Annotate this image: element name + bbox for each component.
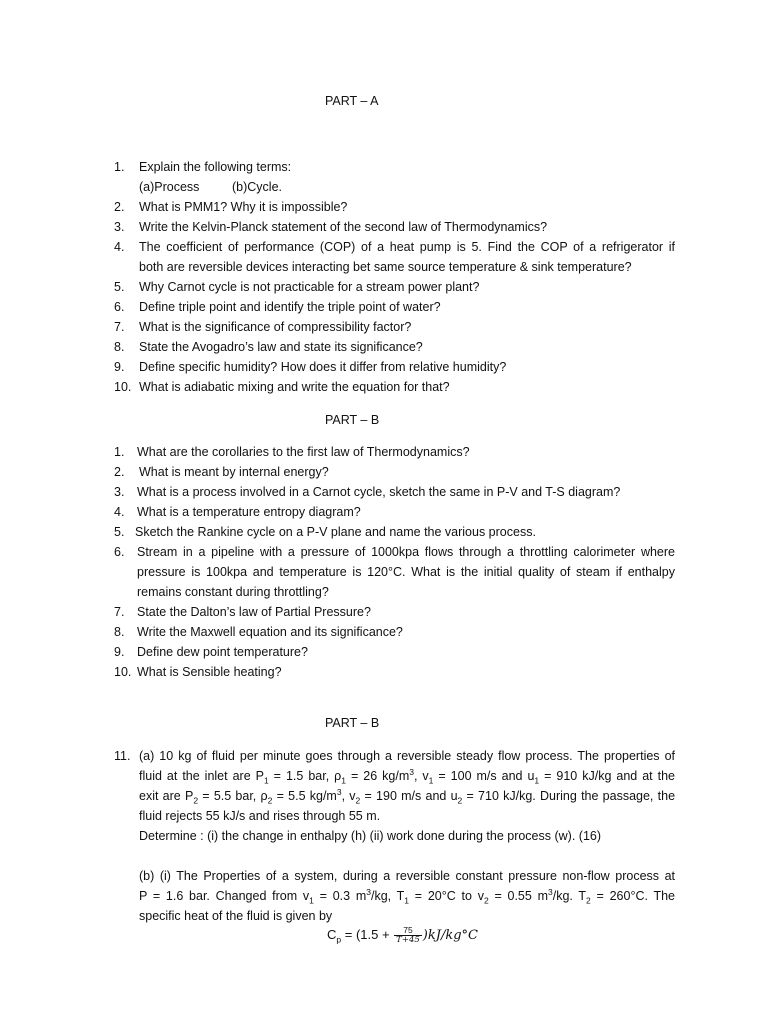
question-number: 5. [114,280,125,294]
specific-heat-formula: $C_p = (1.5$ + $\frac{75}{T+45}$ )kJ/kg°C [327,925,478,945]
question-number: 7. [114,605,125,619]
question-text: What is meant by internal energy? [139,465,329,479]
question-number: 10. [114,380,132,394]
question-text: Write the Kelvin-Planck statement of the second law of Thermodynamics? [139,220,548,234]
question-number: 11. [114,749,131,763]
question-number: 6. [114,545,125,559]
question-text: (a) 10 kg of fluid per minute goes through a reversible steady flow process. The properties of [139,749,675,763]
part-b-heading: PART – B [325,413,380,427]
question-number: 5. [114,525,125,539]
question-text: State the Avogadro’s law and state its significance? [139,340,423,354]
question-text-continued: exit are $P_2 = 5.5$ bar, $\rho_2 = 5.5$ $kg/m^3$, $v_2 = 190$ m/s and $u_2 = 710$ kJ/kg. During the passage, the [139,786,676,806]
question-text: What is a process involved in a Carnot cycle, sketch the same in P-V and T-S diagram? [137,485,621,499]
question-text-continued: P = 1.6 bar. Changed from $v_1 = 0.3$ $m^3/kg$, $T_1 = 20^\circ C$ to $v_2 = 0.55$ $m^3/kg$. $T_2 = 260^\circ C$. The [139,886,676,906]
question-text: Write the Maxwell equation and its significance? [137,625,403,639]
question-text: What is Sensible heating? [137,665,282,679]
question-number: 3. [114,485,125,499]
question-text: State the Dalton’s law of Partial Pressure? [137,605,371,619]
question-text: The coefficient of performance (COP) of a heat pump is 5. Find the COP of a refrigerator if [139,240,675,254]
question-text: What is the significance of compressibility factor? [139,320,412,334]
question-text: Stream in a pipeline with a pressure of 1000kpa flows through a throttling calorimeter where [137,545,675,559]
question-text-continued: pressure is 100kpa and temperature is 120°C. What is the initial quality of steam if enthalpy [137,565,675,579]
question-subitem-a: (a)Process [139,180,200,194]
question-number: 9. [114,360,125,374]
question-text: What is a temperature entropy diagram? [137,505,361,519]
question-number: 4. [114,505,125,519]
part-b-heading-2: PART – B [325,716,380,730]
question-text: Define dew point temperature? [137,645,308,659]
part-a-heading: PART – A [325,94,379,108]
question-text: Explain the following terms: [139,160,292,174]
question-number: 6. [114,300,125,314]
question-number: 4. [114,240,125,254]
question-text-continued: Determine : (i) the change in enthalpy (h) (ii) work done during the process (w). (16) [139,829,602,843]
question-number: 8. [114,340,125,354]
question-text-continued: fluid rejects 55 kJ/s and rises through 55 m. [139,809,381,823]
question-subitem-b: (b)Cycle. [232,180,283,194]
question-number: 9. [114,645,125,659]
question-number: 2. [114,465,125,479]
question-text-continued: remains constant during throttling? [137,585,329,599]
question-number: 2. [114,200,125,214]
question-text-continued: fluid at the inlet are $P_1 = 1.5$ bar, $\rho_1 = 26$ $kg/m^3$, $v_1 = 100$ m/s and $u_1 = 910$ kJ/kg and at the [139,766,676,786]
question-text-continued: specific heat of the fluid is given by [139,909,333,923]
question-text: Sketch the Rankine cycle on a P-V plane and name the various process. [135,525,536,539]
question-text-continued: both are reversible devices interacting bet same source temperature & sink temperature? [139,260,632,274]
question-number: 3. [114,220,125,234]
question-text: Define specific humidity? How does it differ from relative humidity? [139,360,507,374]
question-number: 10. [114,665,132,679]
question-number: 8. [114,625,125,639]
question-text: (b) (i) The Properties of a system, during a reversible constant pressure non-flow process at [139,869,675,883]
question-number: 1. [114,160,125,174]
question-number: 1. [114,445,125,459]
question-text: Why Carnot cycle is not practicable for a stream power plant? [139,280,480,294]
question-number: 7. [114,320,125,334]
question-text: Define triple point and identify the triple point of water? [139,300,441,314]
question-text: What are the corollaries to the first law of Thermodynamics? [137,445,470,459]
question-text: What is adiabatic mixing and write the equation for that? [139,380,450,394]
question-text: What is PMM1? Why it is impossible? [139,200,348,214]
